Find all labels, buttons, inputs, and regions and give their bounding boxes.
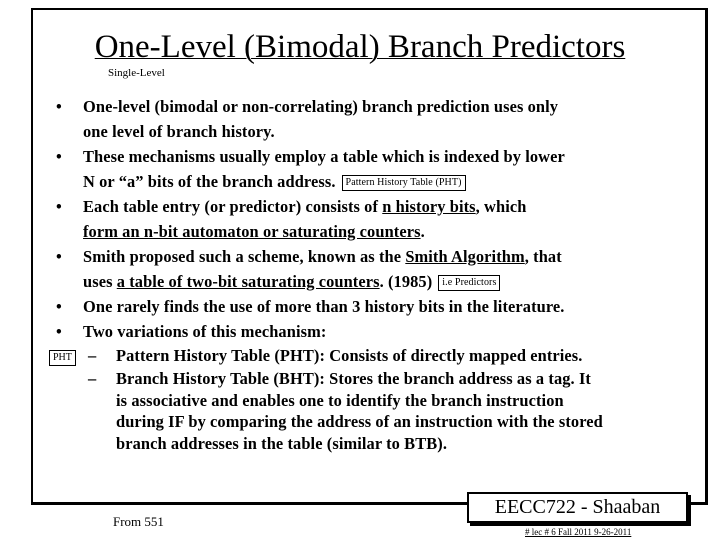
slide-title: One-Level (Bimodal) Branch Predictors [94,29,626,65]
lecture-footer: # lec # 6 Fall 2011 9-26-2011 [525,527,632,537]
underlined-text: a table of two-bit saturating counters [116,272,380,291]
bullet-2 [56,144,696,194]
predictors-callout-box: i.e Predictors [438,275,500,291]
underlined-text: n history bits [382,197,476,216]
bullet-marker: • [56,297,62,316]
slide-subtitle: Single-Level [108,67,165,79]
bullet-marker: • [56,322,62,341]
bullet-text: , which [475,197,527,216]
underlined-text: Smith Algorithm [405,247,525,266]
bullet-text: . (1985) [379,272,433,291]
subitem-text: Branch History Table (BHT): Stores the branch address as a tag. It [116,369,591,388]
bullet-text: One rarely finds the use of more than 3 history bits in the literature. [83,297,565,316]
subitem-text: branch addresses in the table (similar to BTB). [116,433,448,453]
subitem-pht [56,344,696,368]
bullet-marker: • [56,197,62,216]
bullet-text: . [420,222,425,241]
dash-marker: – [88,346,97,365]
slide-body [56,94,696,454]
bullet-marker: • [56,97,62,116]
bullet-text: Smith proposed such a scheme, known as the [83,247,406,266]
source-note: From 551 [113,514,164,529]
subitem-bht [56,368,696,454]
bullet-text: Two variations of this mechanism: [83,322,327,341]
bullet-text: one level of branch history. [83,122,275,141]
underlined-text: form an n-bit automaton or saturating counters [83,222,421,241]
pht-side-tag: PHT [49,350,76,366]
subitem-text: during IF by comparing the address of an instruction with the stored [116,412,603,431]
subitem-text: Pattern History Table (PHT): Consists of directly mapped entries. [116,346,583,365]
subitem-text: is associative and enables one to identify the branch instruction [116,390,564,410]
bullet-text: , that [524,247,562,266]
bullet-marker: • [56,247,62,266]
bullet-3 [56,194,696,244]
bullet-text: N or “a” bits of the branch address. [83,172,336,191]
bullet-6 [56,319,696,344]
dash-marker: – [88,369,97,388]
course-brand-box: EECC722 - Shaaban [467,492,688,523]
bullet-text: These mechanisms usually employ a table which is indexed by lower [83,147,565,166]
bullet-text: uses [83,272,117,291]
bullet-4 [56,244,696,294]
pht-callout-box: Pattern History Table (PHT) [342,175,466,191]
bullet-5 [56,294,696,319]
bullet-1 [56,94,696,144]
bullet-marker: • [56,147,62,166]
bullet-text: Each table entry (or predictor) consists of [83,197,383,216]
bullet-text: One-level (bimodal or non-correlating) branch prediction uses only [83,97,559,116]
